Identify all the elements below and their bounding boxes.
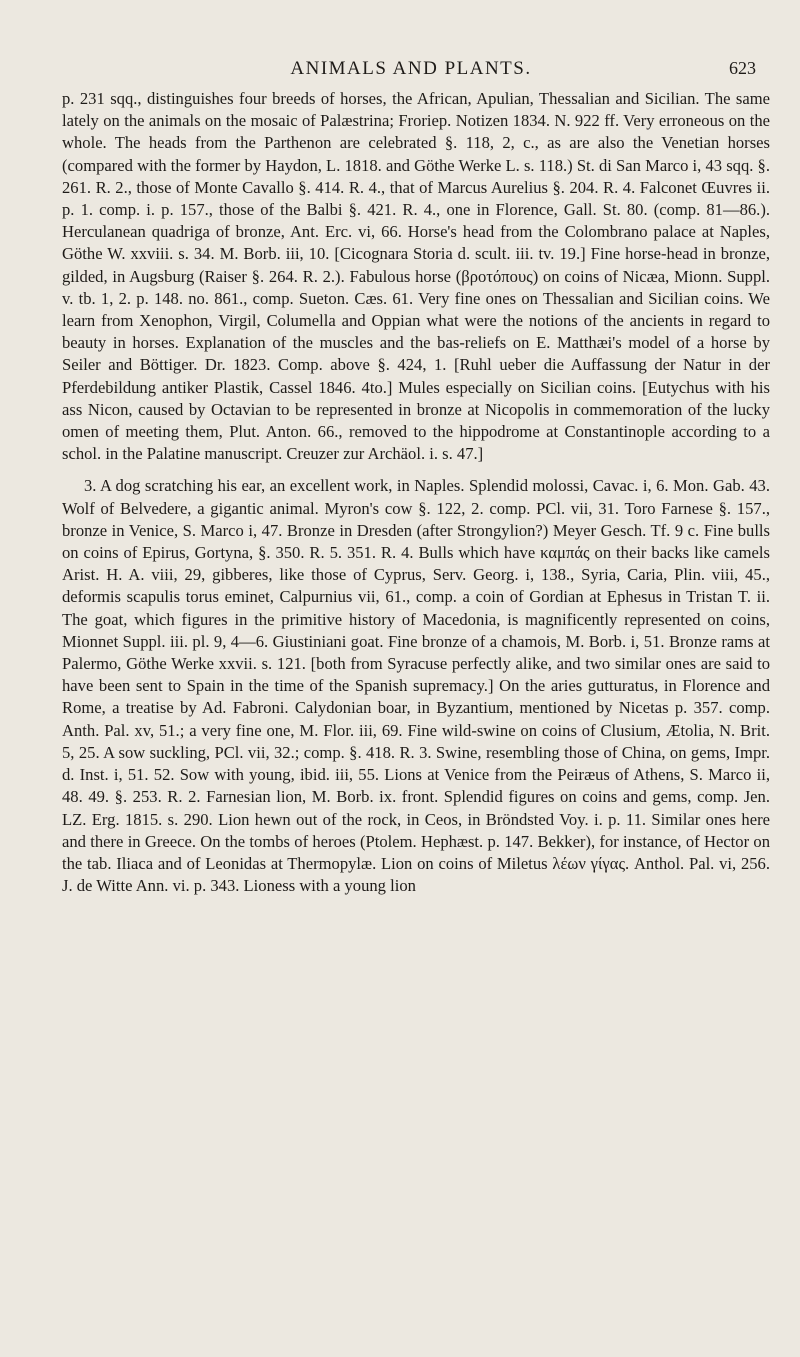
paragraph-horses: p. 231 sqq., distinguishes four breeds of horses, the African, Apulian, Thessalian and Sicilian. The same lately on the animals on the mosaic of Palæstrina; Froriep. Notizen 1834. N. 922 ff. Very erroneous on the whole. The heads from the Parthenon are celebrated §. 118, 2, c., as are also the Venetian horses (compared with the former by Haydon, L. 1818. and Göthe Werke L. s. 118.) St. di San Marco i, 43 sqq. §. 261. R. 2., those of Monte Cavallo §. 414. R. 4., that of Marcus Aurelius §. 204. R. 4. Falconet Œuvres ii. p. 1. comp. i. p. 157., those of the Balbi §. 421. R. 4., one in Florence, Gall. St. 80. (comp. 81—86.). Herculanean quadriga of bronze, Ant. Erc. vi, 66. Horse's head from the Colombrano palace at Naples, Göthe W. xxviii. s. 34. M. Borb. iii, 10. [Cicognara Storia d. scult. iii. tv. 19.] Fine horse-head in bronze, gilded, in Augsburg (Raiser §. 264. R. 2.). Fabulous horse (βροτόπους) on coins of Nicæa, Mionn. Suppl. v. tb. 1, 2. p. 148. no. 861., comp. Sueton. Cæs. 61. Very fine ones on Thessalian and Sicilian coins. We learn from Xenophon, Virgil, Columella and Oppian what were the notions of the ancients in regard to beauty in horses. Explanation of the muscles and the bas-reliefs on E. Matthæi's model of a horse by Seiler and Böttiger. Dr. 1823. Comp. above §. 424, 1. [Ruhl ueber die Auffassung der Natur in der Pferdebildung antiker Plastik, Cassel 1846. 4to.] Mules especially on Sicilian coins. [Eutychus with his ass Nicon, caused by Octavian to be represented in bronze at Nicopolis in commemoration of the lucky omen of meeting them, Plut. Anton. 66., removed to the hippodrome at Constantinople according to a schol. in the Palatine manuscript. Creuzer zur Archäol. i. s. 47.] [62, 89, 770, 464]
page-header [62, 58, 760, 82]
body-text [62, 88, 770, 897]
page-number: 623 [729, 58, 756, 78]
running-head: ANIMALS AND PLANTS. [290, 58, 532, 79]
paragraph-animals: 3. A dog scratching his ear, an excellent work, in Naples. Splendid molossi, Cavac. i, 6. Mon. Gab. 43. Wolf of Belvedere, a gigantic animal. Myron's cow §. 122, 2. comp. PCl. vii, 31. Toro Farnese §. 157., bronze in Venice, S. Marco i, 47. Bronze in Dresden (after Strongylion?) Meyer Gesch. Tf. 9 c. Fine bulls on coins of Epirus, Gortyna, §. 350. R. 5. 351. R. 4. Bulls which have καμπάς on their backs like camels Arist. H. A. viii, 29, gibberes, like those of Cyprus, Serv. Georg. i, 138., Syria, Caria, Plin. viii, 45., deformis scapulis torus eminet, Calpurnius vii, 61., comp. a coin of Gordian at Ephesus in Tristan T. ii. The goat, which figures in the primitive history of Macedonia, is magnificently represented on coins, Mionnet Suppl. iii. pl. 9, 4—6. Giustiniani goat. Fine bronze of a chamois, M. Borb. i, 51. Bronze rams at Palermo, Göthe Werke xxvii. s. 121. [both from Syracuse perfectly alike, and two similar ones are said to have been sent to Spain in the time of the Spanish supremacy.] On the aries gutturatus, in Florence and Rome, a treatise by Ad. Fabroni. Calydonian boar, in Byzantium, mentioned by Nicetas p. 357. comp. Anth. Pal. xv, 51.; a very fine one, M. Flor. iii, 69. Fine wild-swine on coins of Clusium, Ætolia, N. Brit. 5, 25. A sow suckling, PCl. vii, 32.; comp. §. 418. R. 3. Swine, resembling those of China, on gems, Impr. d. Inst. i, 51. 52. Sow with young, ibid. iii, 55. Lions at Venice from the Peiræus of Athens, S. Marco ii, 48. 49. §. 253. R. 2. Farnesian lion, M. Borb. ix. front. Splendid figures on coins and gems, comp. Jen. LZ. Erg. 1815. s. 290. Lion hewn out of the rock, in Ceos, in Bröndsted Voy. i. p. 11. Similar ones here and there in Greece. On the tombs of heroes (Ptolem. Hephæst. p. 147. Bekker), for instance, of Hector on the tab. Iliaca and of Leonidas at Thermopylæ. Lion on coins of Miletus λέων γίγας. Anthol. Pal. vi, 256. J. de Witte Ann. vi. p. 343. Lioness with a young lion [62, 476, 770, 896]
